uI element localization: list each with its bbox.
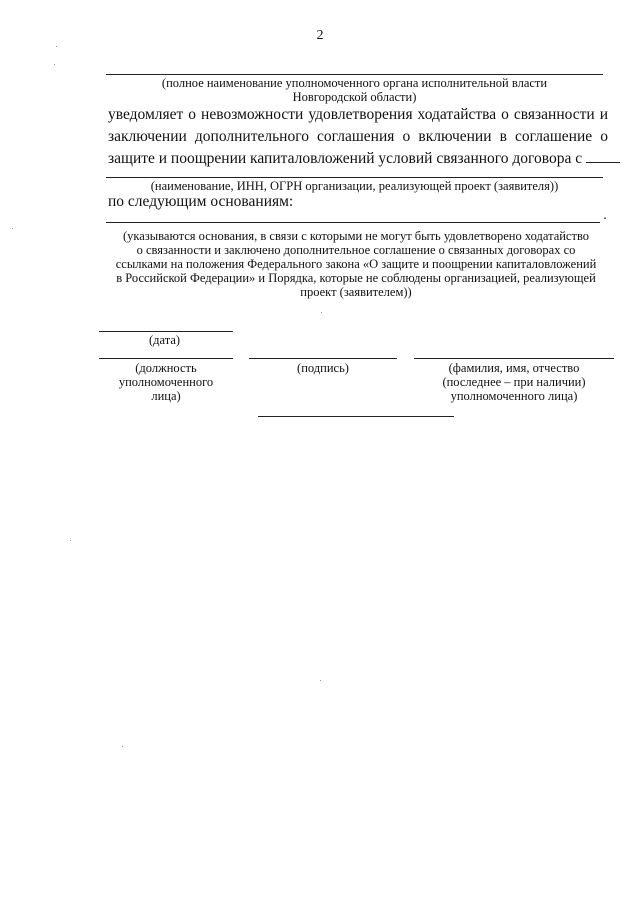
scan-speck — [12, 228, 13, 229]
scan-speck — [320, 680, 321, 681]
scan-speck — [122, 746, 123, 747]
authority-name-line — [106, 74, 603, 75]
grounds-caption-line-3: ссылками на положения Федерального закона «О защите и поощрении капиталовложений — [115, 257, 597, 271]
date-line — [99, 331, 233, 332]
organization-caption: (наименование, ИНН, ОГРН организации, реализующей проект (заявителя)) — [150, 179, 559, 193]
position-caption-line-1: (должность — [135, 361, 197, 375]
name-line — [414, 358, 614, 359]
grounds-caption-line-1: (указываются основания, в связи с которыми не могут быть удовлетворено ходатайство — [122, 229, 590, 243]
authority-caption-line-1: (полное наименование уполномоченного органа исполнительной власти — [161, 76, 548, 90]
notice-line-1: уведомляет о невозможности удовлетворения ходатайства о связанности и — [108, 106, 608, 123]
authority-caption — [106, 76, 603, 104]
position-caption-line-3: лица) — [151, 389, 181, 403]
scan-speck — [56, 46, 57, 47]
scan-speck — [321, 312, 322, 313]
grounds-intro: по следующим основаниям: — [108, 193, 294, 210]
closing-separator — [258, 416, 454, 417]
position-caption-line-2: уполномоченного — [118, 375, 214, 389]
notice-paragraph — [108, 104, 608, 170]
name-caption-line-3: уполномоченного лица) — [450, 389, 578, 403]
position-line — [99, 358, 233, 359]
grounds-caption-line-4: в Российской Федерации» и Порядка, которые не соблюдены организацией, реализующей — [116, 271, 596, 285]
notice-line-2: заключении дополнительного соглашения о включении в соглашение о — [108, 128, 608, 145]
name-caption-line-1: (фамилия, имя, отчество — [448, 361, 580, 375]
grounds-line — [106, 222, 600, 223]
organization-line — [106, 177, 603, 178]
contract-counterparty-blank — [586, 150, 620, 163]
notice-line-3-wrap — [108, 148, 608, 170]
signature-line — [249, 358, 397, 359]
notice-line-3: защите и поощрении капиталовложений условий связанного договора с — [108, 150, 583, 167]
signature-caption: (подпись) — [297, 361, 349, 375]
page-number: 2 — [316, 28, 324, 43]
grounds-caption-line-5: проект (заявителем)) — [300, 285, 412, 299]
date-caption: (дата) — [149, 333, 181, 347]
position-caption — [99, 361, 233, 403]
scan-speck — [54, 64, 55, 65]
grounds-caption-line-2: о связанности и заключено дополнительное соглашение о связанных договорах со — [136, 243, 576, 257]
scan-speck — [70, 540, 71, 541]
name-caption-line-2: (последнее – при наличии) — [442, 375, 586, 389]
name-caption — [414, 361, 614, 403]
grounds-caption — [100, 229, 612, 299]
grounds-end-mark: . — [603, 208, 607, 223]
authority-caption-line-2: Новгородской области) — [292, 90, 417, 104]
